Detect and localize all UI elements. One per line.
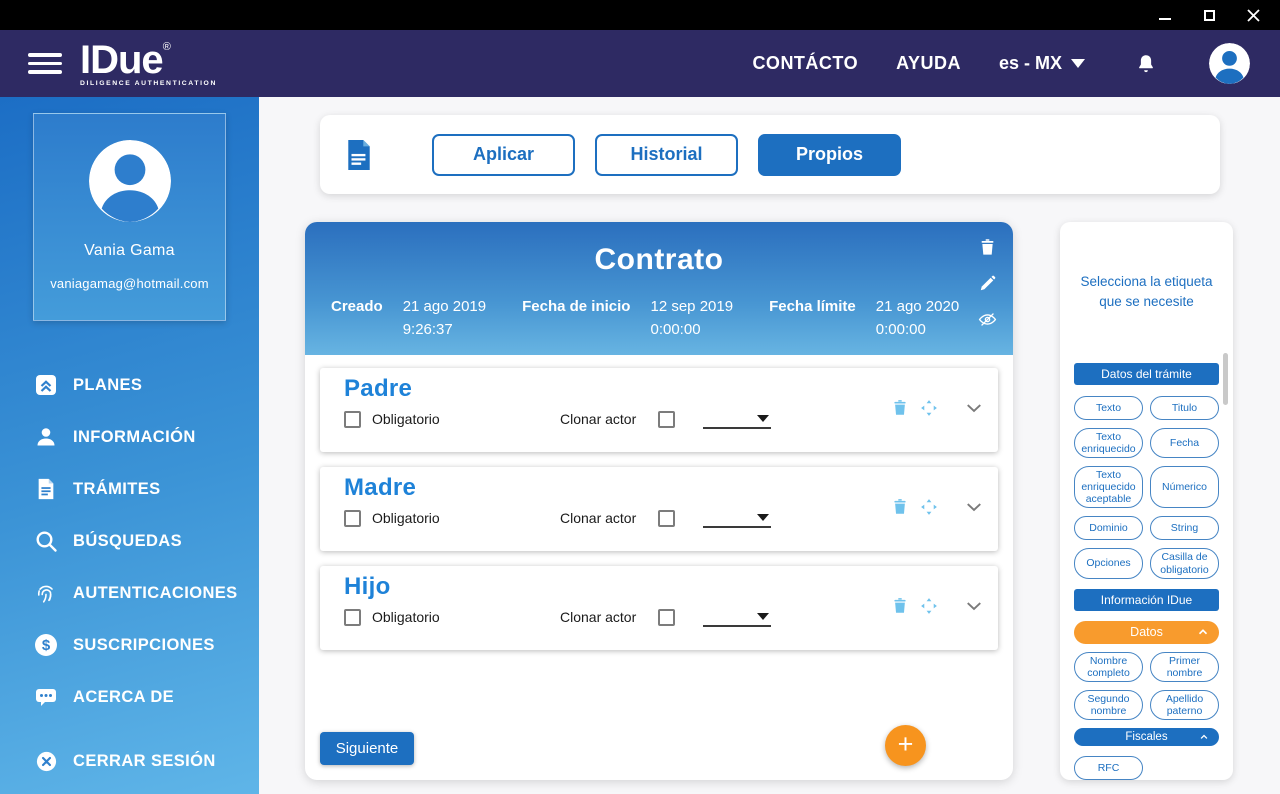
chevron-down-icon[interactable] <box>964 596 984 616</box>
nav-ayuda[interactable]: AYUDA <box>896 53 961 73</box>
meta-label: Fecha de inicio <box>522 298 631 315</box>
sidebar-item-label: INFORMACIÓN <box>73 427 196 446</box>
profile-email: vaniagamag@hotmail.com <box>50 276 209 291</box>
person-icon <box>33 424 59 450</box>
tramite-header-bar[interactable]: Datos del trámite <box>1074 363 1219 385</box>
actor-card-madre <box>320 467 998 551</box>
delete-trash-icon[interactable] <box>891 498 909 516</box>
profile-name: Vania Gama <box>84 242 175 259</box>
aplicar-button[interactable]: Aplicar <box>432 134 575 176</box>
caret-down-icon <box>757 613 769 620</box>
sidebar-item-cerrar-sesion[interactable] <box>0 735 259 787</box>
caret-down-icon <box>757 514 769 521</box>
tag-pill[interactable]: Texto enriquecido aceptable <box>1074 466 1143 508</box>
move-drag-icon[interactable] <box>920 399 938 417</box>
datos-category-pill[interactable] <box>1074 621 1219 644</box>
sidebar-item-label: SUSCRIPCIONES <box>73 635 215 654</box>
tag-pill[interactable]: Fecha <box>1150 428 1219 458</box>
sidebar-item-label: BÚSQUEDAS <box>73 531 183 550</box>
nav-contacto[interactable]: CONTÁCTO <box>752 53 859 73</box>
meta-label: Fecha límite <box>769 298 856 315</box>
meta-fecha-limite <box>769 296 959 341</box>
profile-avatar <box>89 140 171 222</box>
move-drag-icon[interactable] <box>920 597 938 615</box>
clonar-actor-select[interactable] <box>703 409 771 429</box>
chevron-up-icon <box>1199 732 1209 742</box>
tag-pill[interactable]: RFC <box>1074 756 1143 780</box>
caret-down-icon <box>1071 59 1085 68</box>
chevron-up-icon <box>1197 626 1209 638</box>
delete-trash-icon[interactable] <box>891 597 909 615</box>
tags-panel <box>1060 222 1233 780</box>
clonar-actor-checkbox[interactable] <box>658 510 675 527</box>
tag-pill[interactable]: Texto <box>1074 396 1143 420</box>
tag-pill[interactable]: Titulo <box>1150 396 1219 420</box>
move-drag-icon[interactable] <box>920 498 938 516</box>
os-titlebar <box>0 0 1280 30</box>
avatar-person-icon <box>89 140 171 222</box>
meta-creado <box>331 296 486 341</box>
sidebar-item-busquedas[interactable] <box>0 515 259 567</box>
close-icon <box>1246 8 1261 23</box>
actor-title: Madre <box>344 474 417 501</box>
actor-title: Hijo <box>344 573 391 600</box>
chevron-down-icon[interactable] <box>964 497 984 517</box>
menu-hamburger-icon[interactable] <box>28 53 62 74</box>
main-content <box>259 97 1280 794</box>
clonar-actor-label: Clonar actor <box>560 609 637 625</box>
meta-value: 21 ago 2019 9:26:37 <box>402 298 487 338</box>
sidebar <box>0 97 259 794</box>
meta-label: Creado <box>331 298 383 315</box>
sidebar-item-tramites[interactable] <box>0 463 259 515</box>
obligatorio-label: Obligatorio <box>372 510 440 526</box>
document-icon <box>346 140 372 170</box>
propios-button[interactable]: Propios <box>758 134 901 176</box>
obligatorio-checkbox[interactable] <box>344 411 361 428</box>
meta-fecha-inicio <box>522 296 733 341</box>
tag-pill[interactable]: Casilla de obligatorio <box>1150 548 1219 578</box>
tag-pill[interactable]: String <box>1150 516 1219 540</box>
contract-meta <box>331 296 959 341</box>
language-selector[interactable] <box>999 53 1085 74</box>
logout-x-icon <box>33 748 59 774</box>
idue-header-bar[interactable]: Información IDue <box>1074 589 1219 611</box>
language-label: es - MX <box>998 53 1062 73</box>
tag-pill[interactable]: Nombre completo <box>1074 652 1143 682</box>
sidebar-item-autenticaciones[interactable] <box>0 567 259 619</box>
tags-instruction: Selecciona la etiqueta que se necesite <box>1080 274 1213 309</box>
tag-pill[interactable]: Opciones <box>1074 548 1143 578</box>
app-logo <box>80 37 217 88</box>
datos-category-label: Datos <box>1130 625 1163 640</box>
clonar-actor-checkbox[interactable] <box>658 609 675 626</box>
profile-card <box>33 113 226 321</box>
logo-subtitle: DILIGENCE AUTHENTICATION <box>80 79 217 87</box>
sidebar-nav <box>0 359 259 787</box>
actor-sections <box>305 355 1013 650</box>
avatar-person-icon <box>1209 43 1250 84</box>
tag-pill[interactable]: Dominio <box>1074 516 1143 540</box>
fiscales-tags-grid <box>1074 756 1219 780</box>
meta-value: 21 ago 2020 0:00:00 <box>875 298 960 338</box>
fiscales-category-pill[interactable] <box>1074 728 1219 746</box>
clonar-actor-select[interactable] <box>703 607 771 627</box>
tag-pill[interactable]: Primer nombre <box>1150 652 1219 682</box>
fiscales-category-label: Fiscales <box>1125 730 1168 743</box>
obligatorio-checkbox[interactable] <box>344 510 361 527</box>
user-avatar[interactable] <box>1209 43 1250 84</box>
sidebar-item-informacion[interactable] <box>0 411 259 463</box>
dollar-icon: $ <box>33 632 59 658</box>
clonar-actor-checkbox[interactable] <box>658 411 675 428</box>
actor-card-hijo <box>320 566 998 650</box>
toolbar-card <box>320 115 1220 194</box>
sidebar-item-acerca-de[interactable] <box>0 671 259 723</box>
contract-header <box>305 222 1013 355</box>
plus-icon: + <box>897 728 914 759</box>
logo-text: IDue <box>80 37 163 82</box>
search-icon <box>33 528 59 554</box>
actor-title: Padre <box>344 375 413 402</box>
sidebar-item-label: PLANES <box>73 375 143 394</box>
notifications-bell-icon[interactable] <box>1135 52 1157 76</box>
plans-icon <box>33 372 59 398</box>
datos-tags-grid <box>1074 652 1219 720</box>
close-button[interactable] <box>1238 3 1268 27</box>
delete-trash-icon[interactable] <box>978 238 997 257</box>
tag-pill[interactable]: Apellido paterno <box>1150 690 1219 720</box>
app-header <box>0 30 1280 97</box>
obligatorio-label: Obligatorio <box>372 411 440 427</box>
historial-button[interactable]: Historial <box>595 134 738 176</box>
document-icon <box>33 476 59 502</box>
minimize-button[interactable] <box>1150 3 1180 27</box>
actor-card-padre <box>320 368 998 452</box>
clonar-actor-label: Clonar actor <box>560 510 637 526</box>
delete-trash-icon[interactable] <box>891 399 909 417</box>
sidebar-item-label: TRÁMITES <box>73 479 161 498</box>
edit-pencil-icon[interactable] <box>978 274 997 293</box>
tag-pill[interactable]: Segundo nombre <box>1074 690 1143 720</box>
fingerprint-icon <box>33 580 59 606</box>
obligatorio-label: Obligatorio <box>372 609 440 625</box>
maximize-icon <box>1204 10 1215 21</box>
contract-title: Contrato <box>594 243 724 276</box>
add-actor-fab[interactable] <box>885 725 926 766</box>
registered-mark: ® <box>162 40 171 53</box>
chevron-down-icon[interactable] <box>964 398 984 418</box>
caret-down-icon <box>757 415 769 422</box>
tag-pill[interactable]: Númerico <box>1150 466 1219 508</box>
maximize-button[interactable] <box>1194 3 1224 27</box>
siguiente-button[interactable]: Siguiente <box>320 732 414 765</box>
tramite-tags-grid <box>1074 396 1219 578</box>
sidebar-item-planes[interactable] <box>0 359 259 411</box>
eye-off-icon[interactable] <box>978 310 997 329</box>
obligatorio-checkbox[interactable] <box>344 609 361 626</box>
contract-card <box>305 222 1013 780</box>
chat-bubble-icon <box>33 684 59 710</box>
sidebar-item-label: ACERCA DE <box>73 687 175 706</box>
tag-pill[interactable]: Texto enriquecido <box>1074 428 1143 458</box>
minimize-icon <box>1159 18 1171 20</box>
sidebar-item-label: CERRAR SESIÓN <box>73 751 216 770</box>
panel-scrollbar[interactable] <box>1223 353 1228 405</box>
clonar-actor-select[interactable] <box>703 508 771 528</box>
sidebar-item-label: AUTENTICACIONES <box>73 583 238 602</box>
clonar-actor-label: Clonar actor <box>560 411 637 427</box>
sidebar-item-suscripciones[interactable] <box>0 619 259 671</box>
meta-value: 12 sep 2019 0:00:00 <box>650 298 734 338</box>
